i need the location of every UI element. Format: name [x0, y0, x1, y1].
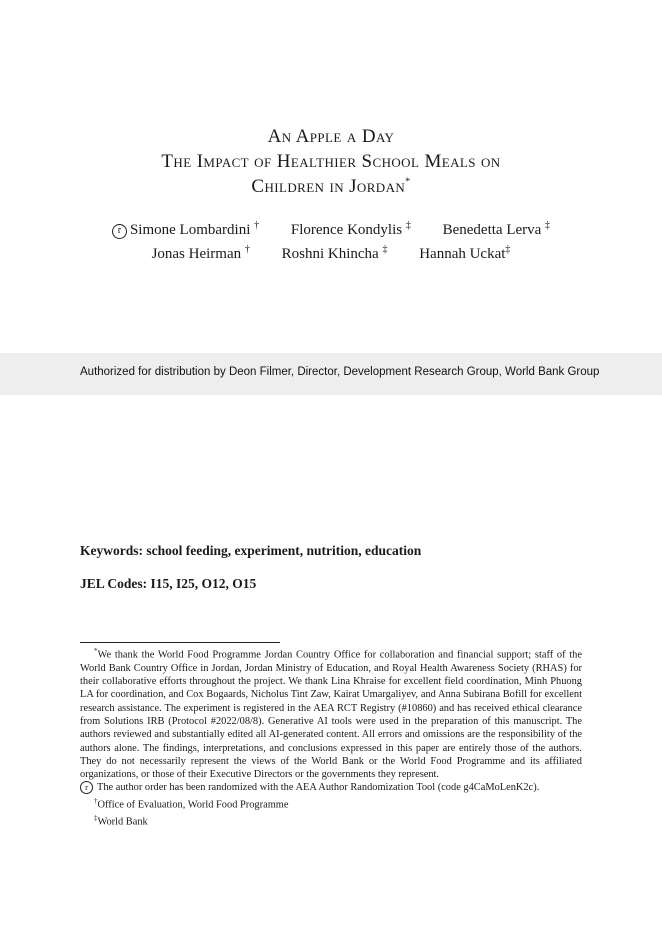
title-line-3-text: Children in Jordan [251, 176, 406, 197]
footnote-randomization [80, 781, 582, 794]
author-affiliation-mark: † [254, 220, 260, 231]
author-row-2 [0, 240, 662, 264]
footnote-affiliation-wb [80, 812, 582, 829]
footnote-mark: * [94, 647, 98, 655]
footnotes [80, 645, 582, 828]
footnote-text: We thank the World Food Programme Jordan Country Office for collaboration and financial support; staff of the World Bank Country Office in Jordan, Jordan Ministry of Education, and Royal Health Awareness Society (RHAS) for their collaborative efforts throughout the project. We thank Lina Khraise for excellent field coordination, Minh Phuong LA for coordination, and Cox Bogaards, Nicholus Tint Zaw, Kairat Umargaliyev, and Anna Subirana Bofill for excellent research assistance. The experiment is registered in the AEA RCT Registry (#10860) and has received ethical clearance from Solutions IRB (Protocol #2022/08/8). Generative AI tools were used in the preparation of this manuscript. The authors reviewed and substantially edited all AI-generated content. All errors and omissions are the responsibility of the authors alone. The findings, interpretations, and conclusions expressed in this paper are entirely those of the authors. They do not necessarily represent the views of the World Bank or the World Food Programme and its affiliated organizations, or those of their Executive Directors or the governments they represent. [80, 649, 582, 781]
author [443, 216, 550, 240]
author-affiliation-mark: † [244, 244, 250, 255]
author-name: Benedetta Lerva [442, 222, 542, 238]
author [282, 240, 388, 264]
distribution-banner [0, 353, 662, 395]
footnote-text: The author order has been randomized with the AEA Author Randomization Tool (code g4CaMoLenK2c). [97, 782, 540, 794]
randomization-icon: r [112, 224, 127, 239]
paper-title [0, 124, 662, 199]
title-line-2: The Impact of Healthier School Meals on [161, 151, 501, 172]
author-affiliation-mark: ‡ [545, 220, 551, 231]
author-affiliation-mark: ‡ [382, 244, 388, 255]
footnote-text: Office of Evaluation, World Food Programme [97, 799, 289, 811]
author-name: Hannah Uckat [419, 246, 506, 262]
author-affiliation-mark: ‡ [405, 220, 411, 231]
title-line-3 [0, 174, 662, 199]
randomization-icon: r [80, 781, 93, 794]
author-name: Simone Lombardini [129, 222, 251, 238]
footnote-text: World Bank [97, 815, 148, 827]
author [291, 216, 411, 240]
jel-codes: JEL Codes: I15, I25, O12, O15 [80, 576, 257, 591]
title-footnote-mark: * [405, 176, 411, 188]
footnote-mark: † [94, 796, 98, 805]
footnote-affiliation-wfp [80, 795, 582, 812]
author-row-1 [0, 216, 662, 240]
footnote-acknowledgements [80, 645, 582, 781]
keywords: Keywords: school feeding, experiment, nutrition, education [80, 543, 422, 558]
title-line-1: An Apple a Day [267, 126, 395, 147]
author-name: Roshni Khincha [281, 246, 379, 262]
footnote-mark: ‡ [94, 813, 98, 822]
author-name: Florence Kondylis [290, 222, 403, 238]
author [419, 240, 510, 264]
author [152, 240, 250, 264]
author-affiliation-mark: ‡ [505, 244, 511, 255]
footnote-divider [80, 642, 280, 643]
author-name: Jonas Heirman [151, 246, 242, 262]
author-list [0, 216, 662, 264]
distribution-text: Authorized for distribution by Deon Filmer, Director, Development Research Group, World Bank Group [80, 366, 600, 378]
author [112, 216, 259, 240]
